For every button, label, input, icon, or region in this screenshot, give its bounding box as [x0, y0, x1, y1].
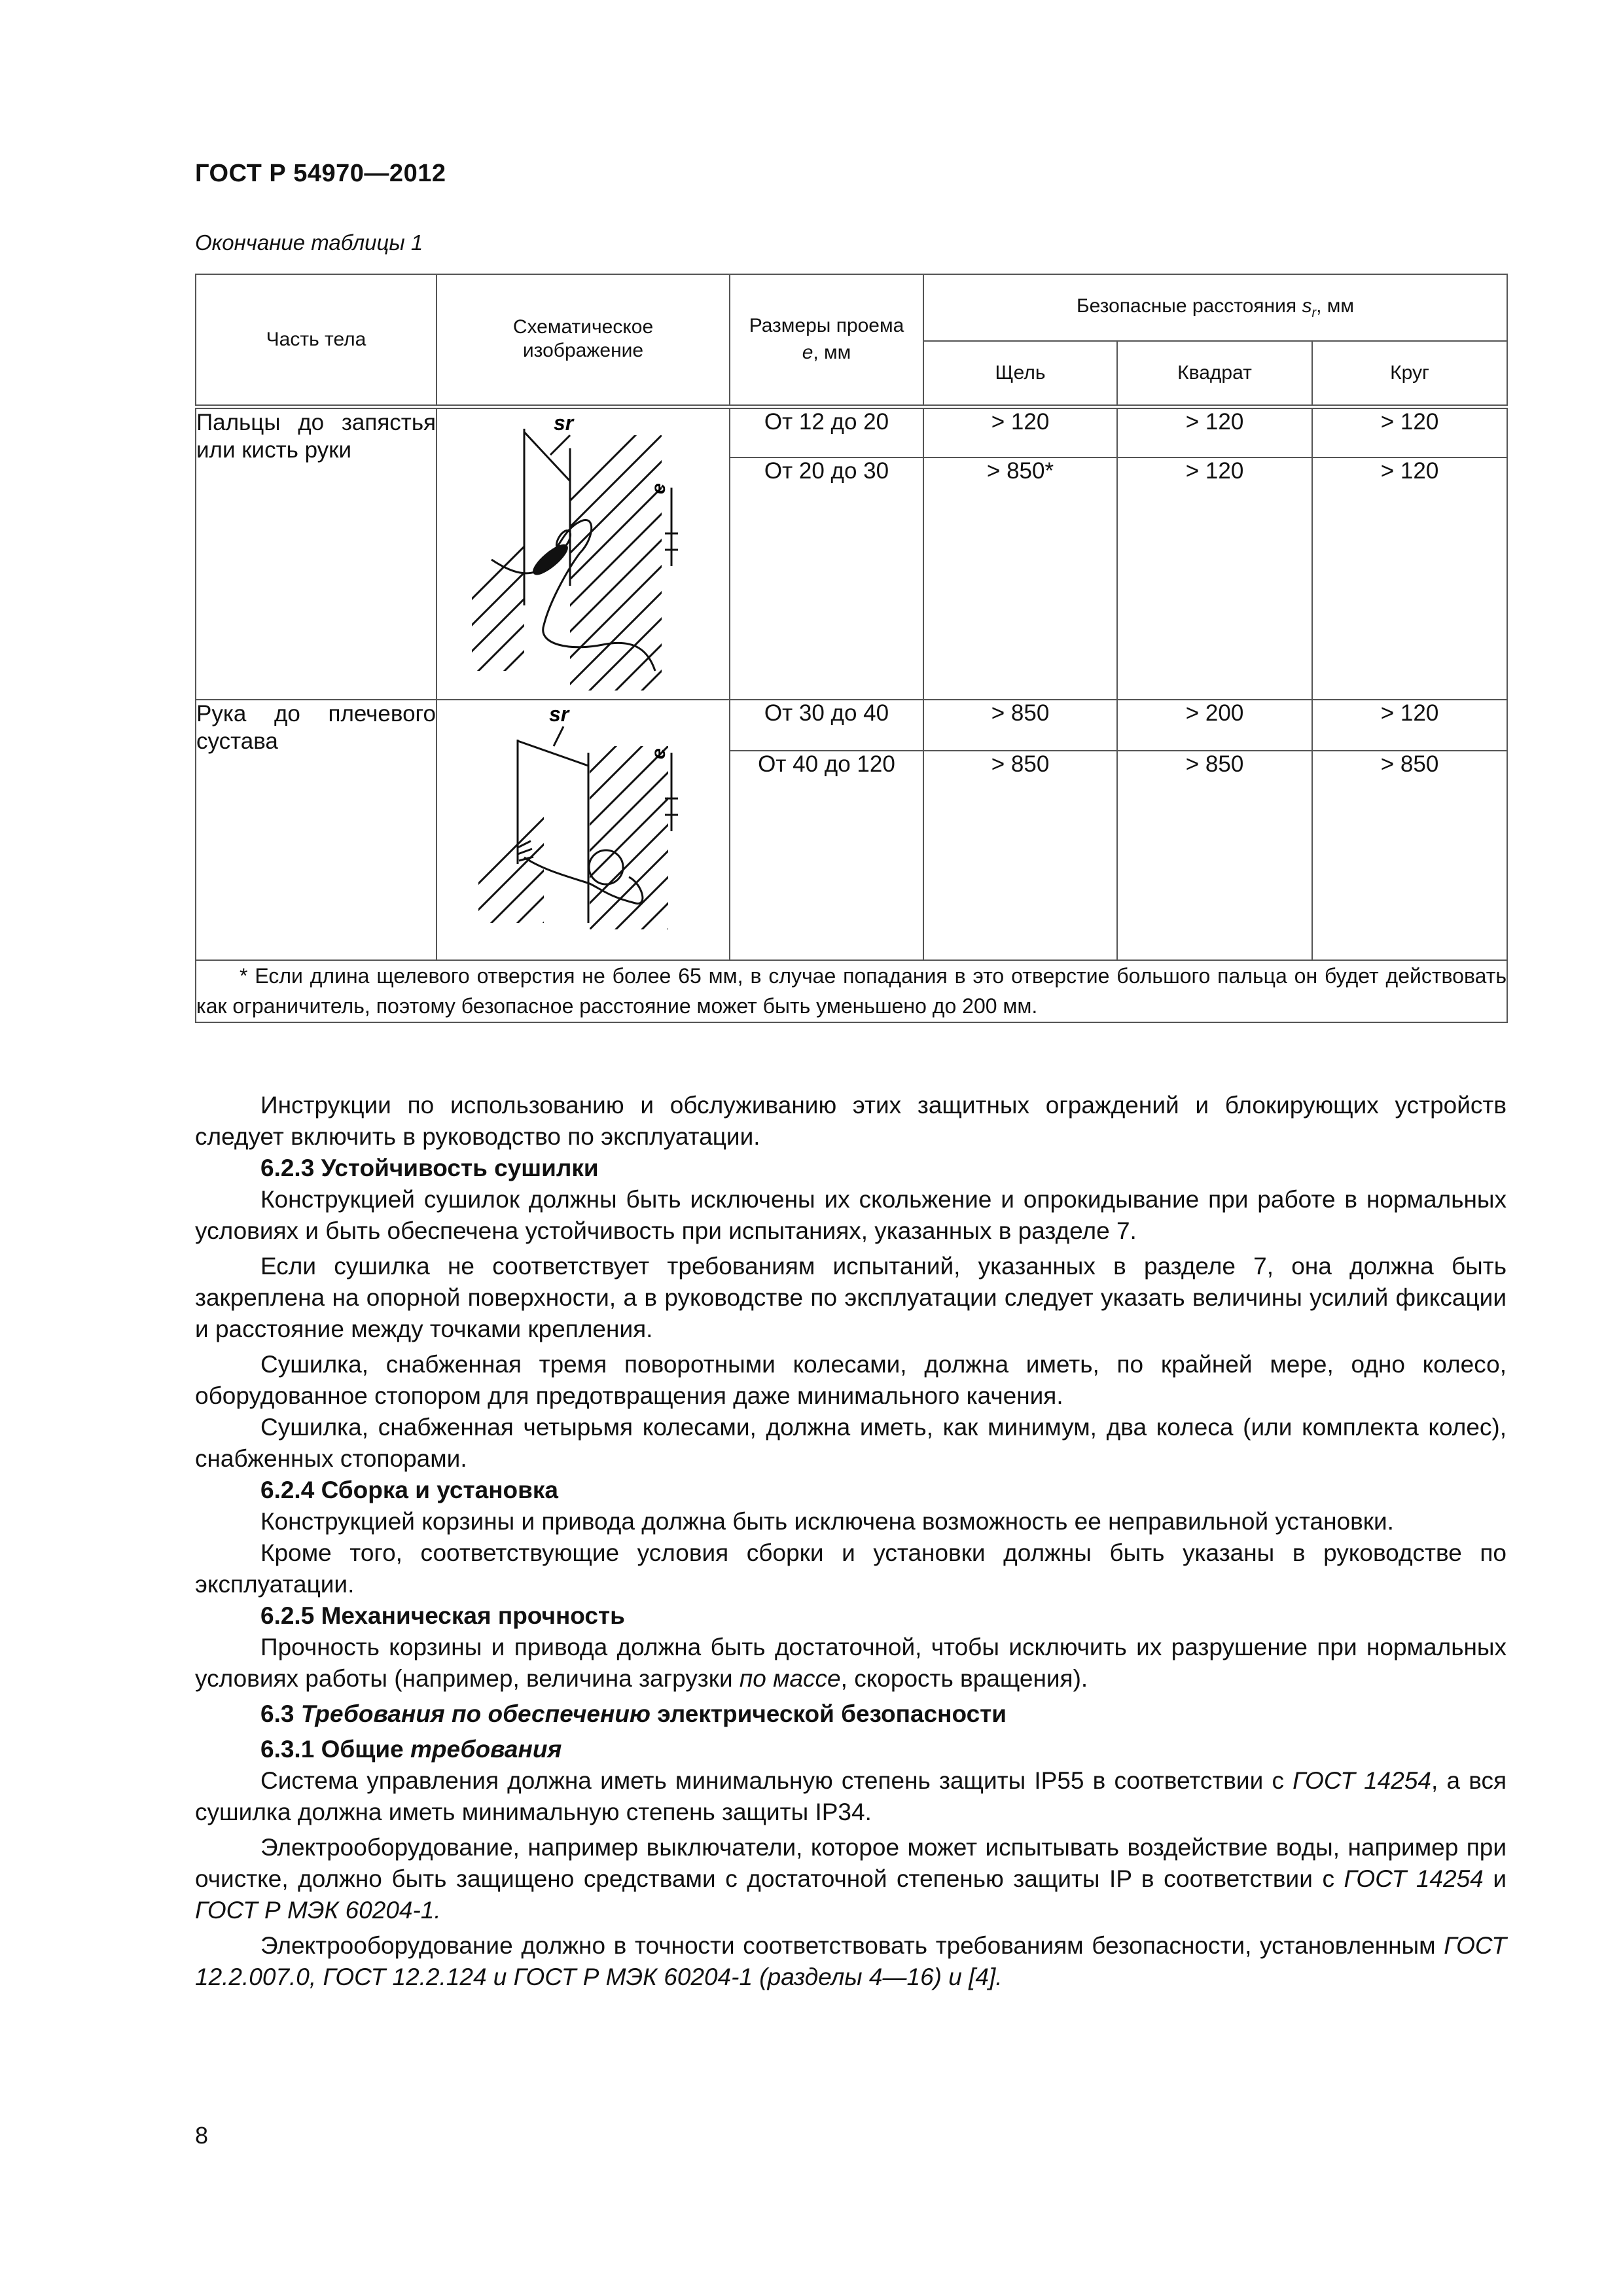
arm-diagram-image — [439, 700, 727, 949]
section-heading-6-3-1: 6.3.1 Общие требования — [260, 1736, 562, 1763]
svg-text:e: e — [648, 748, 669, 759]
slot-cell: > 850* — [923, 457, 1117, 700]
paragraph: Электрооборудование должно в точности соответствовать требованиям безопасности, установленным ГОСТ 12.2.007.0, ГОСТ 12.2.124 и ГОСТ Р МЭК 60204-1 (разделы 4—16) и [4]. — [195, 1932, 1507, 1990]
document-header: ГОСТ Р 54970—2012 — [195, 160, 446, 187]
header-round: Круг — [1312, 341, 1507, 406]
round-cell: > 850 — [1312, 751, 1507, 960]
section-heading-6-2-5: 6.2.5 Механическая прочность — [260, 1602, 625, 1629]
section-heading-6-2-3: 6.2.3 Устойчивость сушилки — [260, 1155, 599, 1181]
slot-cell: > 850 — [923, 700, 1117, 751]
svg-text:sr: sr — [549, 702, 569, 726]
paragraph: Система управления должна иметь минимальную степень защиты IP55 в соответствии с ГОСТ 14254, а вся сушилка должна иметь минимальную степень защиты IP34. — [195, 1767, 1507, 1825]
page-number: 8 — [195, 2122, 209, 2149]
fingers-diagram-image — [439, 409, 727, 691]
arm-schematic — [437, 700, 730, 960]
header-part: Часть тела — [196, 274, 437, 406]
slot-cell: > 120 — [923, 406, 1117, 457]
square-cell: > 200 — [1117, 700, 1312, 751]
header-square: Квадрат — [1117, 341, 1312, 406]
header-slot: Щель — [923, 341, 1117, 406]
square-cell: > 120 — [1117, 457, 1312, 700]
fingers-schematic — [437, 406, 730, 700]
paragraph: Инструкции по использованию и обслуживанию этих защитных ограждений и блокирующих устройств следует включить в руководство по эксплуатации. — [195, 1092, 1507, 1150]
part-arm: Рука до плечевого сустава — [196, 700, 437, 960]
slot-cell: > 850 — [923, 751, 1117, 960]
paragraph: Сушилка, снабженная четырьмя колесами, должна иметь, как минимум, два колеса (или комплекта колес), снабженных стопорами. — [195, 1414, 1507, 1472]
header-opening: Размеры проема e, мм — [730, 274, 923, 406]
paragraph: Электрооборудование, например выключатели, которое может испытывать воздействие воды, например при очистке, должно быть защищено средствами с достаточной степенью защиты IP в соответствии с ГОСТ 14254 и ГОСТ Р МЭК 60204-1. — [195, 1834, 1507, 1924]
square-cell: > 850 — [1117, 751, 1312, 960]
svg-text:sr: sr — [554, 410, 574, 435]
paragraph: Конструкцией корзины и привода должна быть исключена возможность ее неправильной установки. — [260, 1508, 1394, 1535]
paragraph: Прочность корзины и привода должна быть достаточной, чтобы исключить их разрушение при нормальных условиях работы (например, величина загрузки по массе, скорость вращения). — [195, 1634, 1507, 1692]
size-cell: От 40 до 120 — [730, 751, 923, 960]
size-cell: От 12 до 20 — [730, 406, 923, 457]
section-heading-6-3: 6.3 Требования по обеспечению электрической безопасности — [260, 1700, 1007, 1727]
body-text — [195, 1090, 1507, 1993]
paragraph: Сушилка, снабженная тремя поворотными колесами, должна иметь, по крайней мере, одно колесо, оборудованное стопором для предотвращения даже минимального качения. — [195, 1351, 1507, 1409]
safety-distance-table — [195, 274, 1508, 1023]
paragraph: Если сушилка не соответствует требованиям испытаний, указанных в разделе 7, она должна быть закреплена на опорной поверхности, а в руководстве по эксплуатации следует указать величины усилий фиксации и расстояние между точками крепления. — [195, 1253, 1507, 1342]
header-schematic: Схематическое изображение — [437, 274, 730, 406]
size-cell: От 20 до 30 — [730, 457, 923, 700]
size-cell: От 30 до 40 — [730, 700, 923, 751]
table-footnote: * Если длина щелевого отверстия не более 65 мм, в случае попадания в это отверстие большого пальца он будет действовать как ограничитель, поэтому безопасное расстояние может быть уменьшено до 200 мм. — [196, 960, 1507, 1022]
table-caption: Окончание таблицы 1 — [195, 230, 423, 255]
paragraph: Конструкцией сушилок должны быть исключены их скольжение и опрокидывание при работе в нормальных условиях и быть обеспечена устойчивость при испытаниях, указанных в разделе 7. — [195, 1186, 1507, 1244]
svg-text:e: e — [648, 482, 669, 494]
square-cell: > 120 — [1117, 406, 1312, 457]
section-heading-6-2-4: 6.2.4 Сборка и установка — [260, 1477, 558, 1503]
round-cell: > 120 — [1312, 406, 1507, 457]
part-fingers: Пальцы до запястья или кисть руки — [196, 406, 437, 700]
header-safe-distance: Безопасные расстояния $s_r$, мм — [923, 274, 1507, 341]
round-cell: > 120 — [1312, 457, 1507, 700]
round-cell: > 120 — [1312, 700, 1507, 751]
paragraph: Кроме того, соответствующие условия сборки и установки должны быть указаны в руководстве по эксплуатации. — [195, 1539, 1507, 1598]
